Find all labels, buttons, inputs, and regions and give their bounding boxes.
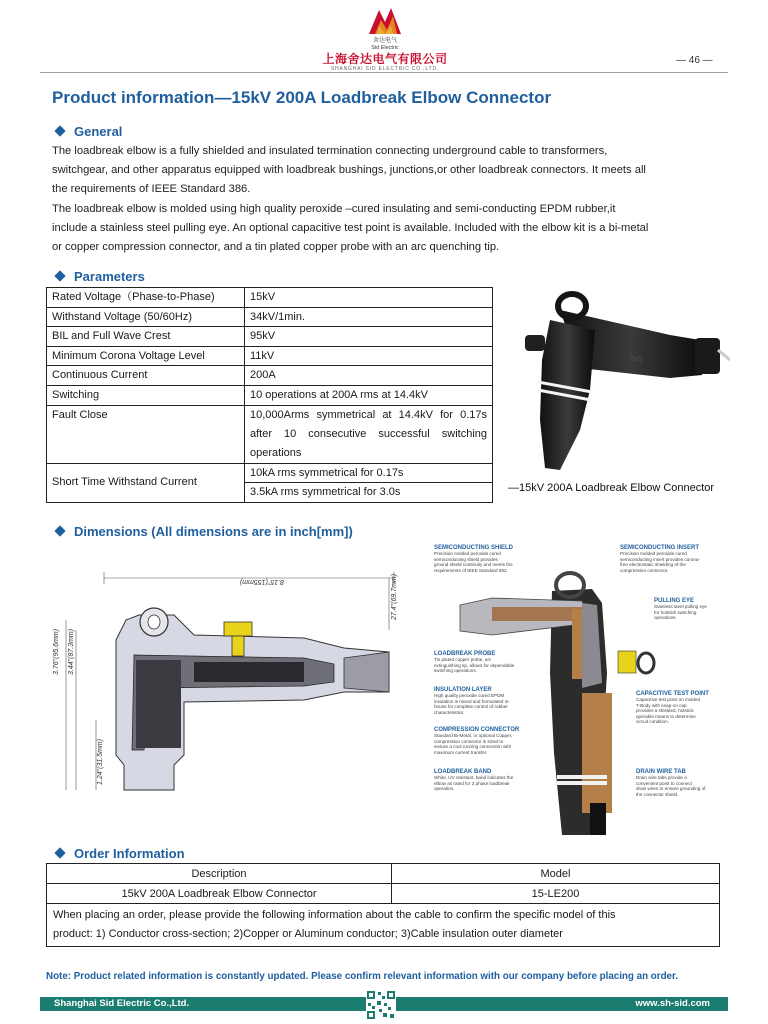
callout-body-line: Drain wire tabs provide a	[636, 775, 687, 780]
dimension-drawing	[44, 560, 424, 810]
callout-body-line: semiconducting insert provides corona-	[620, 556, 700, 562]
param-value: 10kA rms symmetrical for 0.17s	[245, 463, 493, 483]
parameters-heading-text: Parameters	[74, 269, 145, 284]
param-value: 3.5kA rms symmetrical for 3.0s	[245, 483, 493, 503]
callout-body-line: circuit condition.	[636, 719, 669, 724]
callout-body-line: compression connector is sized to	[434, 738, 504, 744]
param-value: 95kV	[245, 327, 493, 347]
logo-mark-icon	[365, 4, 405, 38]
dim-overall-length: 8.15"(155mm)	[239, 578, 284, 585]
callout-body-line: characteristics.	[434, 709, 465, 715]
param-label: Withstand Voltage (50/60Hz)	[47, 307, 245, 327]
table-row	[47, 307, 493, 327]
callout-title: COMPRESSION CONNECTOR	[434, 727, 520, 733]
param-label: Rated Voltage（Phase-to-Phase)	[47, 288, 245, 308]
callout-semiconducting-shield	[434, 545, 546, 573]
order-note-line: When placing an order, please provide the following information about the cable to confirm the specific model of this	[53, 909, 616, 921]
param-label: Minimum Corona Voltage Level	[47, 346, 245, 366]
callout-body-line: White, UV resistant, band indicates the	[434, 775, 514, 780]
callout-body-line: operations.	[654, 615, 677, 620]
table-row	[47, 904, 720, 947]
callout-body-line: free electrostatic shielding of the	[620, 562, 686, 567]
order-table	[46, 863, 720, 947]
order-note	[47, 904, 720, 947]
product-image-caption: —15kV 200A Loadbreak Elbow Connector	[508, 482, 715, 494]
param-value: 11kV	[245, 346, 493, 366]
table-row	[47, 864, 720, 884]
order-heading-text: Order Information	[74, 846, 185, 861]
callout-body-line: switching operations.	[434, 668, 477, 673]
general-body	[52, 142, 722, 257]
order-col-model: Model	[392, 864, 720, 884]
general-line: switchgear, and other apparatus equipped with loadbreak bushings, junctions,or other loadbreak connectors. It meets all	[52, 164, 646, 177]
logo-cn-text: 舍达电气	[372, 38, 397, 44]
callout-body-line: operation.	[434, 786, 455, 791]
general-line: The loadbreak elbow is a fully shielded and insulated termination connecting underground cable to transformers,	[52, 145, 608, 157]
callout-body-line: T-Body with snap-on cap	[636, 702, 687, 708]
diamond-bullet-icon	[54, 525, 65, 536]
callout-body-line: the connector shield.	[636, 791, 679, 797]
callout-body-line: Precision molded peroxide cured	[620, 551, 687, 556]
table-row	[47, 463, 493, 483]
callout-body-line: extinguishing tip, allows for dependable	[434, 662, 515, 668]
callout-body-line: drain wires to ensure grounding of	[636, 786, 706, 791]
callout-body-line: Standard Bi-Metal, or optional Copper,	[434, 733, 513, 738]
callout-body-line: semiconducting shield provides	[434, 556, 498, 562]
diamond-bullet-icon	[54, 270, 65, 281]
callout-body-line: compression connector.	[620, 567, 669, 573]
callout-title: INSULATION LAYER	[434, 687, 492, 693]
order-col-description: Description	[47, 864, 392, 884]
general-heading-text: General	[74, 124, 123, 139]
callout-insulation-layer	[434, 687, 544, 715]
svg-text:SID: SID	[629, 355, 643, 365]
callout-body-line: operable means to determine	[636, 713, 696, 719]
callout-title: PULLING EYE	[654, 598, 695, 604]
callout-pulling-eye	[654, 598, 726, 621]
callout-body-line: High quality peroxide cured EPDM	[434, 693, 505, 698]
callout-body-line: insulation is mixed and formulated in-	[434, 698, 510, 704]
callout-semiconducting-insert	[620, 545, 726, 573]
callout-title: CAPACITIVE TEST POINT	[636, 691, 709, 697]
param-label: BIL and Full Wave Crest	[47, 327, 245, 347]
callout-body-line: elbow as rated for 3 phase loadbreak	[434, 780, 510, 786]
table-row	[47, 884, 720, 904]
param-value: 10,000Arms symmetrical at 14.4kV for 0.17s after 10 consecutive successful switching operations	[245, 405, 493, 463]
general-line: include a stainless steel pulling eye. An optional capacitive test point is available. Included with the elbow kit is a bi-metal	[52, 221, 649, 234]
dim-c: 1.24"(31.5mm)	[97, 738, 104, 785]
company-name-cn: 上海舍达电气有限公司	[322, 52, 448, 66]
parameters-table	[46, 287, 493, 503]
callout-body-line: house for complete control of rubber	[434, 704, 508, 709]
param-value: 15kV	[245, 288, 493, 308]
elbow-connector-photo	[520, 280, 730, 480]
param-value: 10 operations at 200A rms at 14.4kV	[245, 385, 493, 405]
callout-body-line: Precision molded peroxide cured	[434, 551, 501, 556]
parameters-heading	[56, 269, 145, 284]
callout-body-line: provides a shielded, hotstick	[636, 708, 694, 713]
callout-title: SEMICONDUCTING INSERT	[620, 545, 700, 551]
callout-title: LOADBREAK PROBE	[434, 651, 496, 657]
table-row	[47, 327, 493, 347]
callout-body-line: ground shield continuity and meets the	[434, 562, 513, 567]
dim-b: 3.44"(87.3mm)	[68, 628, 75, 675]
page-number: — 46 —	[676, 55, 713, 66]
company-name-en: SHANGHAI SID ELECTRIC CO.,LTD.	[330, 66, 440, 72]
table-row	[47, 405, 493, 463]
callout-body-line: Tin plated copper probe, arc	[434, 657, 492, 662]
diamond-bullet-icon	[54, 847, 65, 858]
order-heading	[56, 846, 185, 861]
callout-body-line: ensure a cool running connection with	[434, 744, 512, 749]
order-note-line: product: 1) Conductor cross-section; 2)Copper or Aluminum conductor; 3)Cable insulation outer diameter	[53, 928, 563, 940]
callout-body-line: Stainless steel pulling eye	[654, 604, 707, 609]
callout-title: SEMICONDUCTING SHIELD	[434, 545, 514, 551]
order-cell-model: 15-LE200	[392, 884, 720, 904]
callout-body-line: requirements of IEEE Standard 592.	[434, 567, 508, 573]
footer-company: Shanghai Sid Electric Co.,Ltd.	[54, 998, 190, 1009]
cutaway-diagram	[432, 543, 728, 835]
callout-loadbreak-band	[434, 769, 546, 792]
param-value: 34kV/1min.	[245, 307, 493, 327]
callout-loadbreak-probe	[434, 651, 544, 674]
dim-a: 3.76"(95.6mm)	[53, 628, 60, 675]
diamond-bullet-icon	[54, 125, 65, 136]
callout-capacitive-test-point	[636, 691, 726, 725]
table-row	[47, 346, 493, 366]
param-label: Short Time Withstand Current	[47, 463, 245, 502]
param-label: Continuous Current	[47, 366, 245, 386]
param-value: 200A	[245, 366, 493, 386]
footer-website[interactable]: www.sh-sid.com	[635, 998, 710, 1009]
table-row	[47, 288, 493, 308]
order-cell-description: 15kV 200A Loadbreak Elbow Connector	[47, 884, 392, 904]
callout-title: LOADBREAK BAND	[434, 769, 492, 775]
logo-en-text: Sid Electric	[371, 45, 399, 51]
table-row	[47, 385, 493, 405]
callout-drain-wire-tab	[636, 769, 726, 797]
dim-height: 27.4"(69.7mm)	[391, 573, 398, 620]
callout-title: DRAIN WIRE TAB	[636, 769, 686, 775]
callout-body-line: Capacitive test point on molded	[636, 697, 701, 702]
general-line: The loadbreak elbow is molded using high quality peroxide –cured insulating and semi-conducting EPDM rubber,it	[52, 202, 616, 215]
callout-compression-connector	[434, 727, 546, 755]
callout-body-line: maximum current transfer.	[434, 749, 488, 755]
table-row	[47, 366, 493, 386]
update-note: Note: Product related information is constantly updated. Please confirm relevant information with our company before placing an order.	[46, 971, 679, 982]
page-title: Product information—15kV 200A Loadbreak Elbow Connector	[52, 88, 552, 107]
param-label: Switching	[47, 385, 245, 405]
callout-body-line: for hotstick switching	[654, 609, 697, 615]
dimensions-heading-text: Dimensions (All dimensions are in inch[mm])	[74, 524, 353, 539]
callout-body-line: convenient point to connect	[636, 780, 692, 786]
general-line: the requirements of IEEE Standard 386.	[52, 183, 251, 196]
param-label: Fault Close	[47, 405, 245, 463]
dimensions-heading	[56, 524, 353, 539]
header-divider	[40, 72, 728, 73]
general-line: or copper compression connector, and a tin plated copper probe with an arc quenching tip.	[52, 241, 500, 254]
qr-code-icon	[366, 990, 396, 1020]
general-heading	[56, 124, 122, 139]
